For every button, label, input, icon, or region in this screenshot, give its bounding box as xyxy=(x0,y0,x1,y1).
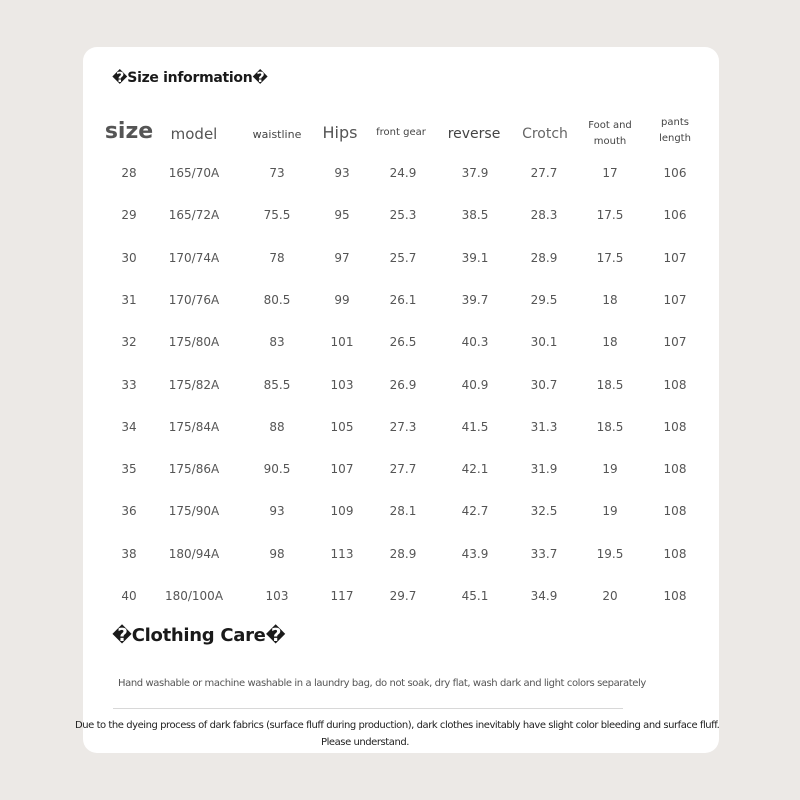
cell-front-gear: 28.9 xyxy=(389,546,417,561)
header-crotch: Crotch xyxy=(522,126,568,142)
cell-front-gear: 28.1 xyxy=(389,504,417,519)
cell-reverse: 45.1 xyxy=(461,589,489,603)
header-front-gear: front gear xyxy=(376,127,426,138)
header-foot-and-mouth: Foot and mouth xyxy=(588,120,632,147)
cell-hips: 107 xyxy=(330,462,354,477)
cell-foot-and-mouth: 19 xyxy=(602,504,618,519)
cell-foot-and-mouth: 17 xyxy=(602,166,618,180)
cell-foot-and-mouth: 17.5 xyxy=(596,250,624,265)
cell-hips: 113 xyxy=(330,546,354,561)
cell-model: 170/74A xyxy=(168,250,220,265)
cell-size: 38 xyxy=(121,546,137,561)
cell-size: 33 xyxy=(121,377,137,392)
cell-reverse: 42.1 xyxy=(461,462,489,477)
cell-crotch: 34.9 xyxy=(530,589,558,603)
cell-pants-length: 108 xyxy=(663,462,687,477)
cell-model: 170/76A xyxy=(168,292,220,307)
cell-waistline: 83 xyxy=(269,335,285,350)
cell-size: 35 xyxy=(121,462,137,477)
cell-hips: 103 xyxy=(330,377,354,392)
cell-crotch: 33.7 xyxy=(530,546,558,561)
cell-size: 31 xyxy=(121,292,137,307)
cell-front-gear: 24.9 xyxy=(389,166,417,180)
cell-crotch: 29.5 xyxy=(530,292,558,307)
cell-pants-length: 108 xyxy=(663,546,687,561)
cell-crotch: 28.3 xyxy=(530,208,558,223)
cell-size: 40 xyxy=(121,589,137,603)
cell-front-gear: 25.7 xyxy=(389,250,417,265)
header-size: size xyxy=(104,119,154,144)
cell-waistline: 88 xyxy=(269,419,285,434)
cell-waistline: 98 xyxy=(269,546,285,561)
cell-pants-length: 108 xyxy=(663,589,687,603)
cell-pants-length: 106 xyxy=(663,208,687,223)
cell-hips: 97 xyxy=(334,250,350,265)
cell-front-gear: 26.5 xyxy=(389,335,417,350)
cell-foot-and-mouth: 18 xyxy=(602,292,618,307)
dye-notice-line: Due to the dyeing process of dark fabrics (surface fluff during production), dark clothes inevitably have slight color bleeding and surface fluff. xyxy=(75,720,720,731)
cell-front-gear: 27.3 xyxy=(389,419,417,434)
cell-foot-and-mouth: 19.5 xyxy=(596,546,624,561)
cell-front-gear: 26.9 xyxy=(389,377,417,392)
cell-waistline: 73 xyxy=(269,166,285,180)
cell-front-gear: 29.7 xyxy=(389,589,417,603)
cell-model: 175/82A xyxy=(168,377,220,392)
cell-waistline: 103 xyxy=(265,589,289,603)
cell-reverse: 43.9 xyxy=(461,546,489,561)
cell-reverse: 41.5 xyxy=(461,419,489,434)
dye-notice-closing: Please understand. xyxy=(321,737,409,748)
cell-hips: 109 xyxy=(330,504,354,519)
cell-reverse: 38.5 xyxy=(461,208,489,223)
cell-reverse: 42.7 xyxy=(461,504,489,519)
cell-crotch: 31.3 xyxy=(530,419,558,434)
cell-size: 32 xyxy=(121,335,137,350)
cell-crotch: 30.1 xyxy=(530,335,558,350)
cell-hips: 95 xyxy=(334,208,350,223)
cell-reverse: 37.9 xyxy=(461,166,489,180)
header-waistline: waistline xyxy=(252,128,302,141)
cell-foot-and-mouth: 18 xyxy=(602,335,618,350)
cell-hips: 101 xyxy=(330,335,354,350)
cell-front-gear: 26.1 xyxy=(389,292,417,307)
cell-model: 165/70A xyxy=(168,166,220,180)
cell-pants-length: 108 xyxy=(663,419,687,434)
cell-waistline: 78 xyxy=(269,250,285,265)
care-instruction-box xyxy=(113,670,623,709)
cell-pants-length: 107 xyxy=(663,292,687,307)
cell-hips: 105 xyxy=(330,419,354,434)
cell-reverse: 39.7 xyxy=(461,292,489,307)
cell-reverse: 40.3 xyxy=(461,335,489,350)
cell-foot-and-mouth: 20 xyxy=(602,589,618,603)
cell-foot-and-mouth: 19 xyxy=(602,462,618,477)
cell-model: 175/86A xyxy=(168,462,220,477)
cell-size: 29 xyxy=(121,208,137,223)
care-instruction-text: Hand washable or machine washable in a laundry bag, do not soak, dry flat, wash dark and light colors separately xyxy=(118,678,646,689)
size-chart-card xyxy=(83,47,719,753)
cell-pants-length: 107 xyxy=(663,250,687,265)
cell-waistline: 93 xyxy=(269,504,285,519)
cell-model: 180/94A xyxy=(168,546,220,561)
cell-hips: 93 xyxy=(334,166,350,180)
cell-crotch: 28.9 xyxy=(530,250,558,265)
cell-hips: 99 xyxy=(334,292,350,307)
cell-crotch: 32.5 xyxy=(530,504,558,519)
cell-waistline: 85.5 xyxy=(263,377,291,392)
cell-pants-length: 108 xyxy=(663,377,687,392)
cell-pants-length: 106 xyxy=(663,166,687,180)
cell-foot-and-mouth: 18.5 xyxy=(596,419,624,434)
cell-size: 28 xyxy=(121,166,137,180)
cell-waistline: 80.5 xyxy=(263,292,291,307)
cell-foot-and-mouth: 18.5 xyxy=(596,377,624,392)
cell-foot-and-mouth: 17.5 xyxy=(596,208,624,223)
clothing-care-title: �Clothing Care� xyxy=(112,625,286,646)
cell-pants-length: 108 xyxy=(663,504,687,519)
cell-waistline: 90.5 xyxy=(263,462,291,477)
cell-model: 175/84A xyxy=(168,419,220,434)
cell-crotch: 27.7 xyxy=(530,166,558,180)
cell-crotch: 30.7 xyxy=(530,377,558,392)
cell-reverse: 39.1 xyxy=(461,250,489,265)
cell-crotch: 31.9 xyxy=(530,462,558,477)
cell-model: 180/100A xyxy=(164,589,224,603)
cell-hips: 117 xyxy=(330,589,354,603)
header-pants-length: pants length xyxy=(659,117,691,144)
cell-model: 175/90A xyxy=(168,504,220,519)
cell-reverse: 40.9 xyxy=(461,377,489,392)
cell-pants-length: 107 xyxy=(663,335,687,350)
cell-front-gear: 25.3 xyxy=(389,208,417,223)
cell-front-gear: 27.7 xyxy=(389,462,417,477)
cell-model: 175/80A xyxy=(168,335,220,350)
cell-waistline: 75.5 xyxy=(263,208,291,223)
cell-size: 36 xyxy=(121,504,137,519)
header-reverse: reverse xyxy=(447,126,501,142)
cell-size: 30 xyxy=(121,250,137,265)
header-hips: Hips xyxy=(322,123,358,142)
cell-size: 34 xyxy=(121,419,137,434)
cell-model: 165/72A xyxy=(168,208,220,223)
header-model: model xyxy=(170,125,218,143)
size-information-title: �Size information� xyxy=(112,70,268,86)
